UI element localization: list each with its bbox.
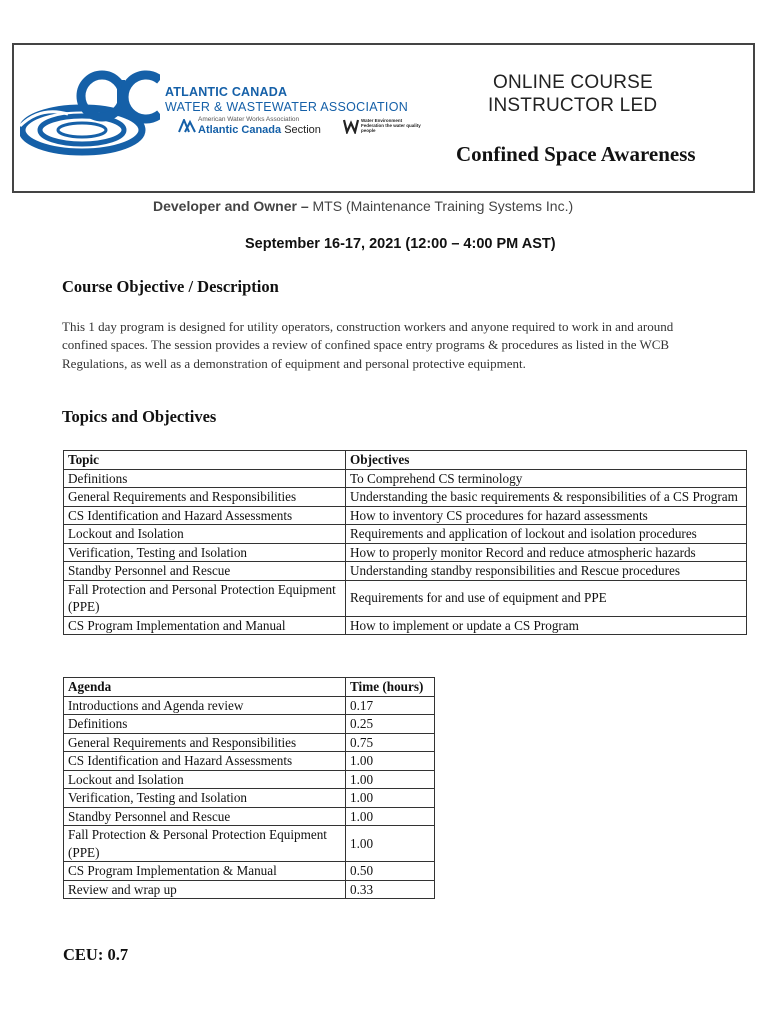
topic-cell: Fall Protection and Personal Protection Equipment (PPE) — [64, 580, 346, 616]
section-suffix: Section — [281, 124, 321, 136]
table-row — [64, 770, 435, 789]
agenda-item-cell: General Requirements and Responsibilities — [64, 733, 346, 752]
org-name-line1: ATLANTIC CANADA — [165, 85, 288, 99]
section-name-bold: Atlantic Canada — [198, 124, 282, 136]
agenda-item-cell: Standby Personnel and Rescue — [64, 807, 346, 826]
agenda-item-cell: Fall Protection & Personal Protection Equipment (PPE) — [64, 826, 346, 862]
table-row — [64, 752, 435, 771]
objective-cell: Understanding standby responsibilities and Rescue procedures — [346, 562, 747, 581]
time-cell: 0.75 — [346, 733, 435, 752]
course-title: Confined Space Awareness — [456, 142, 696, 166]
agenda-item-cell: Definitions — [64, 715, 346, 734]
objective-cell: Understanding the basic requirements & responsibilities of a CS Program — [346, 488, 747, 507]
developer-line — [153, 198, 573, 214]
objective-cell: Requirements and application of lockout and isolation procedures — [346, 525, 747, 544]
developer-value: MTS (Maintenance Training Systems Inc.) — [308, 198, 574, 214]
acwwa-logo — [20, 66, 160, 162]
objective-heading: Course Objective / Description — [62, 277, 279, 296]
table-row — [64, 506, 747, 525]
time-cell: 0.25 — [346, 715, 435, 734]
awwa-name: American Water Works Association — [198, 116, 300, 123]
topic-cell: Lockout and Isolation — [64, 525, 346, 544]
agenda-table — [63, 677, 435, 899]
objectives-column-header: Objectives — [346, 451, 747, 470]
agenda-item-cell: Verification, Testing and Isolation — [64, 789, 346, 808]
table-row — [64, 696, 435, 715]
time-cell: 0.17 — [346, 696, 435, 715]
awwa-logo-icon — [178, 119, 196, 133]
org-name-line2: WATER & WASTEWATER ASSOCIATION — [165, 100, 409, 114]
table-header-row — [64, 678, 435, 697]
agenda-item-cell: CS Program Implementation & Manual — [64, 862, 346, 881]
topics-table — [63, 450, 747, 635]
agenda-column-header: Agenda — [64, 678, 346, 697]
table-row — [64, 862, 435, 881]
table-row — [64, 562, 747, 581]
table-row — [64, 469, 747, 488]
section-name — [198, 124, 321, 136]
objective-cell: To Comprehend CS terminology — [346, 469, 747, 488]
table-row — [64, 616, 747, 635]
wef-logo-icon — [343, 118, 359, 134]
table-header-row — [64, 451, 747, 470]
time-cell: 1.00 — [346, 789, 435, 808]
format-line1: ONLINE COURSE — [493, 72, 653, 93]
table-row — [64, 789, 435, 808]
format-line2: INSTRUCTOR LED — [488, 95, 658, 116]
ceu-value: CEU: 0.7 — [63, 945, 129, 964]
wef-name: Water Environment Federation the water quality people — [361, 118, 421, 133]
table-row — [64, 488, 747, 507]
topic-cell: CS Program Implementation and Manual — [64, 616, 346, 635]
agenda-item-cell: CS Identification and Hazard Assessments — [64, 752, 346, 771]
table-row — [64, 880, 435, 899]
topic-cell: Definitions — [64, 469, 346, 488]
topic-cell: CS Identification and Hazard Assessments — [64, 506, 346, 525]
table-row — [64, 826, 435, 862]
table-row — [64, 733, 435, 752]
topic-cell: Verification, Testing and Isolation — [64, 543, 346, 562]
objective-cell: How to inventory CS procedures for hazard assessments — [346, 506, 747, 525]
objective-cell: How to properly monitor Record and reduce atmospheric hazards — [346, 543, 747, 562]
agenda-item-cell: Introductions and Agenda review — [64, 696, 346, 715]
developer-label: Developer and Owner – — [153, 198, 309, 214]
topic-cell: General Requirements and Responsibilities — [64, 488, 346, 507]
agenda-item-cell: Lockout and Isolation — [64, 770, 346, 789]
table-row — [64, 525, 747, 544]
table-row — [64, 580, 747, 616]
topic-column-header: Topic — [64, 451, 346, 470]
time-cell: 1.00 — [346, 770, 435, 789]
objective-cell: How to implement or update a CS Program — [346, 616, 747, 635]
table-row — [64, 543, 747, 562]
course-date: September 16-17, 2021 (12:00 – 4:00 PM AST) — [245, 236, 556, 252]
table-row — [64, 807, 435, 826]
agenda-item-cell: Review and wrap up — [64, 880, 346, 899]
topics-heading: Topics and Objectives — [62, 407, 217, 426]
objective-cell: Requirements for and use of equipment and PPE — [346, 580, 747, 616]
time-cell: 1.00 — [346, 826, 435, 862]
objective-description: This 1 day program is designed for utility operators, construction workers and anyone required to work in and around confined spaces. The session provides a review of confined space entry programs & procedures as listed in the WCB Regulations, as well as a demonstration of equipment and personal protective equipment. — [62, 319, 674, 371]
time-cell: 1.00 — [346, 807, 435, 826]
table-row — [64, 715, 435, 734]
time-cell: 0.33 — [346, 880, 435, 899]
time-cell: 1.00 — [346, 752, 435, 771]
time-cell: 0.50 — [346, 862, 435, 881]
time-column-header: Time (hours) — [346, 678, 435, 697]
topic-cell: Standby Personnel and Rescue — [64, 562, 346, 581]
